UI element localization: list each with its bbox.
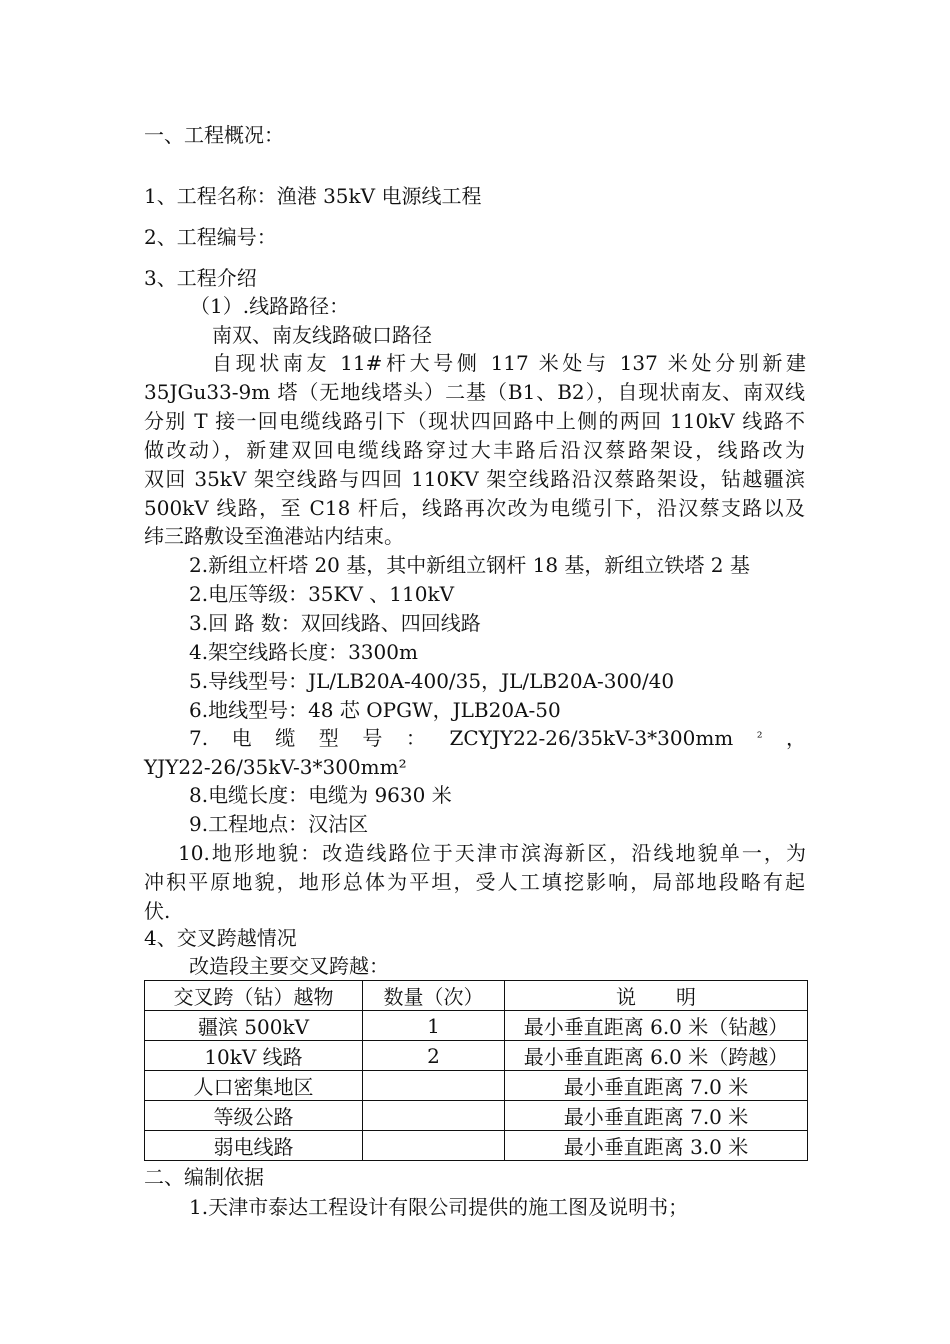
route-subtitle: 南双、南友线路破口路径 — [212, 323, 432, 347]
table-cell: 最小垂直距离 6.0 米（钻越） — [505, 1011, 808, 1041]
route-line: 35JGu33-9m 塔（无地线塔头）二基（B1、B2），自现状南友、南双线 — [144, 380, 805, 404]
section-heading-overview: 一、工程概况： — [144, 123, 284, 147]
spec-voltage: 2.电压等级：35KV 、110kV — [189, 582, 455, 606]
table-header-row — [145, 981, 808, 1011]
route-line: 500kV 线路，至 C18 杆后，线路再次改为电缆引下，沿汉蔡支路以及 — [144, 496, 805, 520]
route-line: 纬三路敷设至渔港站内结束。 — [144, 524, 404, 548]
project-name: 1、工程名称：渔港 35kV 电源线工程 — [144, 184, 482, 208]
table-row — [145, 1011, 808, 1041]
route-line: 双回 35kV 架空线路与四回 110KV 架空线路沿汉蔡路架设，钻越疆滨 — [144, 467, 805, 491]
spec-overhead-length: 4.架空线路长度：3300m — [189, 640, 418, 664]
table-cell: 1 — [363, 1011, 505, 1041]
project-number: 2、工程编号： — [144, 225, 277, 249]
terrain-line: 冲积平原地貌，地形总体为平坦，受人工填挖影响，局部地段略有起 — [144, 870, 805, 894]
spec-cable-length: 8.电缆长度：电缆为 9630 米 — [189, 783, 452, 807]
table-cell: 人口密集地区 — [145, 1071, 363, 1101]
table-row — [145, 1071, 808, 1101]
table-row — [145, 1131, 808, 1161]
spec-location: 9.工程地点：汉沽区 — [189, 812, 369, 836]
table-cell: 最小垂直距离 6.0 米（跨越） — [505, 1041, 808, 1071]
terrain-line: 10.地形地貌：改造线路位于天津市滨海新区，沿线地貌单一，为 — [178, 841, 806, 865]
basis-item: 1.天津市泰达工程设计有限公司提供的施工图及说明书； — [189, 1195, 689, 1219]
project-intro-heading: 3、工程介绍 — [144, 266, 257, 290]
route-label: （1）.线路路径： — [190, 294, 350, 318]
table-cell — [363, 1131, 505, 1161]
table-cell: 2 — [363, 1041, 505, 1071]
table-row — [145, 1041, 808, 1071]
table-header: 交叉跨（钻）越物 — [145, 981, 363, 1011]
table-cell: 10kV 线路 — [145, 1041, 363, 1071]
section-heading-basis: 二、编制依据 — [144, 1165, 264, 1189]
table-cell — [363, 1101, 505, 1131]
route-line: 自现状南友 11#杆大号侧 117 米处与 137 米处分别新建 — [212, 351, 806, 375]
spec-circuits: 3.回 路 数：双回线路、四回线路 — [189, 611, 481, 635]
route-line: 分别 T 接一回电缆线路引下（现状四回路中上侧的两回 110kV 线路不 — [144, 409, 805, 433]
table-cell: 等级公路 — [145, 1101, 363, 1131]
table-cell: 弱电线路 — [145, 1131, 363, 1161]
crossing-intro: 改造段主要交叉跨越： — [189, 954, 389, 978]
table-cell — [363, 1071, 505, 1101]
table-cell: 疆滨 500kV — [145, 1011, 363, 1041]
table-cell: 最小垂直距离 3.0 米 — [505, 1131, 808, 1161]
table-row — [145, 1101, 808, 1131]
spec-tower-count: 2.新组立杆塔 20 基，其中新组立钢杆 18 基，新组立铁塔 2 基 — [189, 553, 750, 577]
crossing-heading: 4、交叉跨越情况 — [144, 926, 297, 950]
table-header: 说 明 — [505, 981, 808, 1011]
spec-cable-type: 7. 电 缆 型 号 ： ZCYJY22-26/35kV-3*300mm ² ， — [189, 726, 806, 750]
table-header: 数量（次） — [363, 981, 505, 1011]
table-cell: 最小垂直距离 7.0 米 — [505, 1101, 808, 1131]
crossing-table — [144, 980, 808, 1161]
terrain-line: 伏. — [144, 899, 171, 923]
spec-conductor-type: 5.导线型号：JL/LB20A-400/35，JL/LB20A-300/40 — [189, 669, 675, 693]
route-line: 做改动），新建双回电缆线路穿过大丰路后沿汉蔡路架设，线路改为 — [144, 438, 805, 462]
spec-cable-type-cont: YJY22-26/35kV-3*300mm² — [144, 755, 407, 779]
spec-ground-wire-type: 6.地线型号：48 芯 OPGW，JLB20A-50 — [189, 698, 561, 722]
table-cell: 最小垂直距离 7.0 米 — [505, 1071, 808, 1101]
